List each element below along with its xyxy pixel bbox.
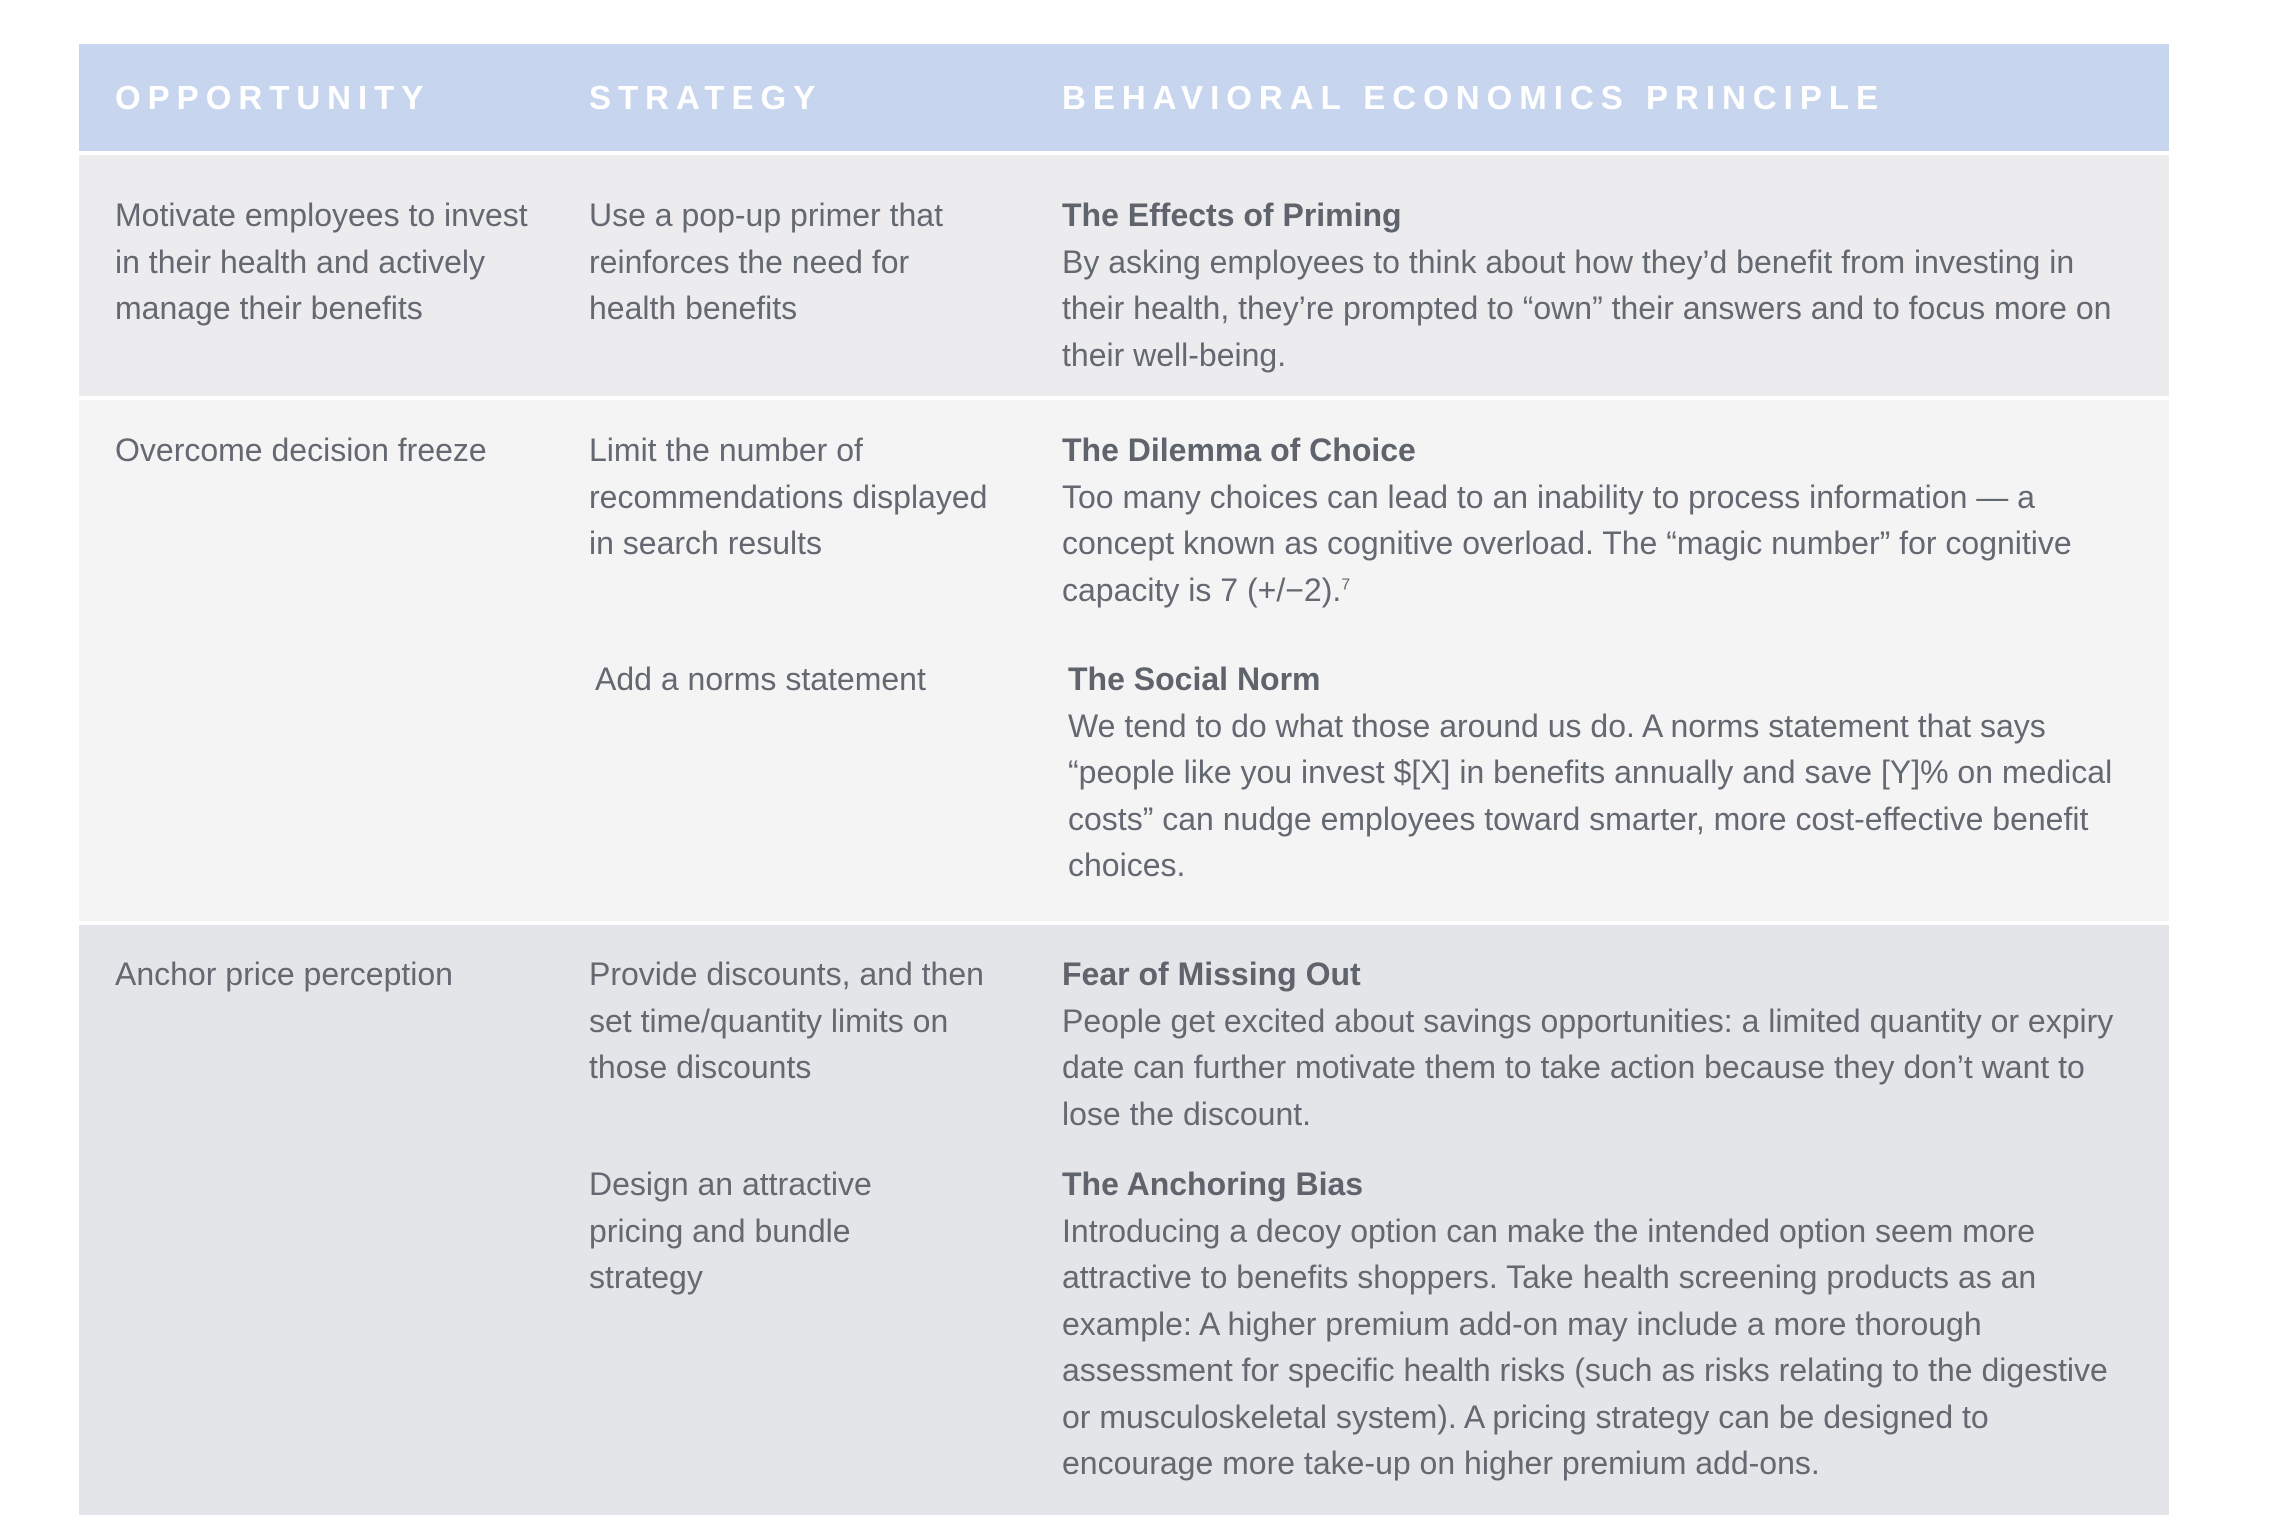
table-row: [79, 921, 2169, 1515]
table-row: [79, 396, 2169, 921]
table-row: [79, 151, 2169, 396]
principle-text: Too many choices can lead to an inability to process information — a concept known as cognitive overload. The “magic number” for cognitive capacity is 7 (+/−2).: [1062, 478, 2072, 608]
principle-title: The Effects of Priming: [1062, 197, 1402, 233]
principle-text: Introducing a decoy option can make the intended option seem more attractive to benefits shoppers. Take health screening products as an example: A higher premium add-on may include a more thorough assessment for specific health risks (such as risks relating to the digestive or musculoskeletal system). A pricing strategy can be designed to encourage more take-up on higher premium add-ons.: [1062, 1212, 2108, 1481]
principle-text: We tend to do what those around us do. A norms statement that says “people like you invest $[X] in benefits annually and save [Y]% on medical costs” can nudge employees toward smarter, more cost-effective benefit choices.: [1068, 707, 2113, 883]
principle-text: By asking employees to think about how they’d benefit from investing in their health, they’re prompted to “own” their answers and to focus more on their well-being.: [1062, 243, 2112, 373]
principle-title: Fear of Missing Out: [1062, 956, 1361, 992]
header-opportunity: OPPORTUNITY: [115, 78, 431, 116]
opportunity-cell: Motivate employees to invest in their health and actively manage their benefits: [115, 197, 528, 326]
principle-cell: [1062, 951, 2142, 1137]
principle-cell: [1062, 427, 2142, 613]
principle-cell: [1062, 1161, 2142, 1487]
strategy-cell: Design an attractive pricing and bundle strategy: [589, 1166, 872, 1295]
principle-cell: [1062, 192, 2142, 378]
strategy-cell: Limit the number of recommendations displayed in search results: [589, 432, 988, 561]
principle-cell: [1068, 656, 2148, 889]
principle-title: The Social Norm: [1068, 661, 1321, 697]
strategy-cell: Provide discounts, and then set time/quantity limits on those discounts: [589, 956, 984, 1085]
header-principle: BEHAVIORAL ECONOMICS PRINCIPLE: [1062, 78, 1885, 116]
header-strategy: STRATEGY: [589, 78, 823, 116]
behavioral-economics-table: [79, 44, 2169, 1515]
strategy-cell: Add a norms statement: [595, 661, 926, 697]
table-header: [79, 44, 2169, 151]
strategy-cell: Use a pop-up primer that reinforces the need for health benefits: [589, 197, 943, 326]
principle-text: People get excited about savings opportunities: a limited quantity or expiry date can further motivate them to take action because they don’t want to lose the discount.: [1062, 1002, 2114, 1132]
principle-title: The Anchoring Bias: [1062, 1166, 1364, 1202]
footnote-marker: 7: [1341, 575, 1351, 593]
opportunity-cell: Anchor price perception: [115, 956, 453, 992]
principle-title: The Dilemma of Choice: [1062, 432, 1416, 468]
opportunity-cell: Overcome decision freeze: [115, 432, 487, 468]
